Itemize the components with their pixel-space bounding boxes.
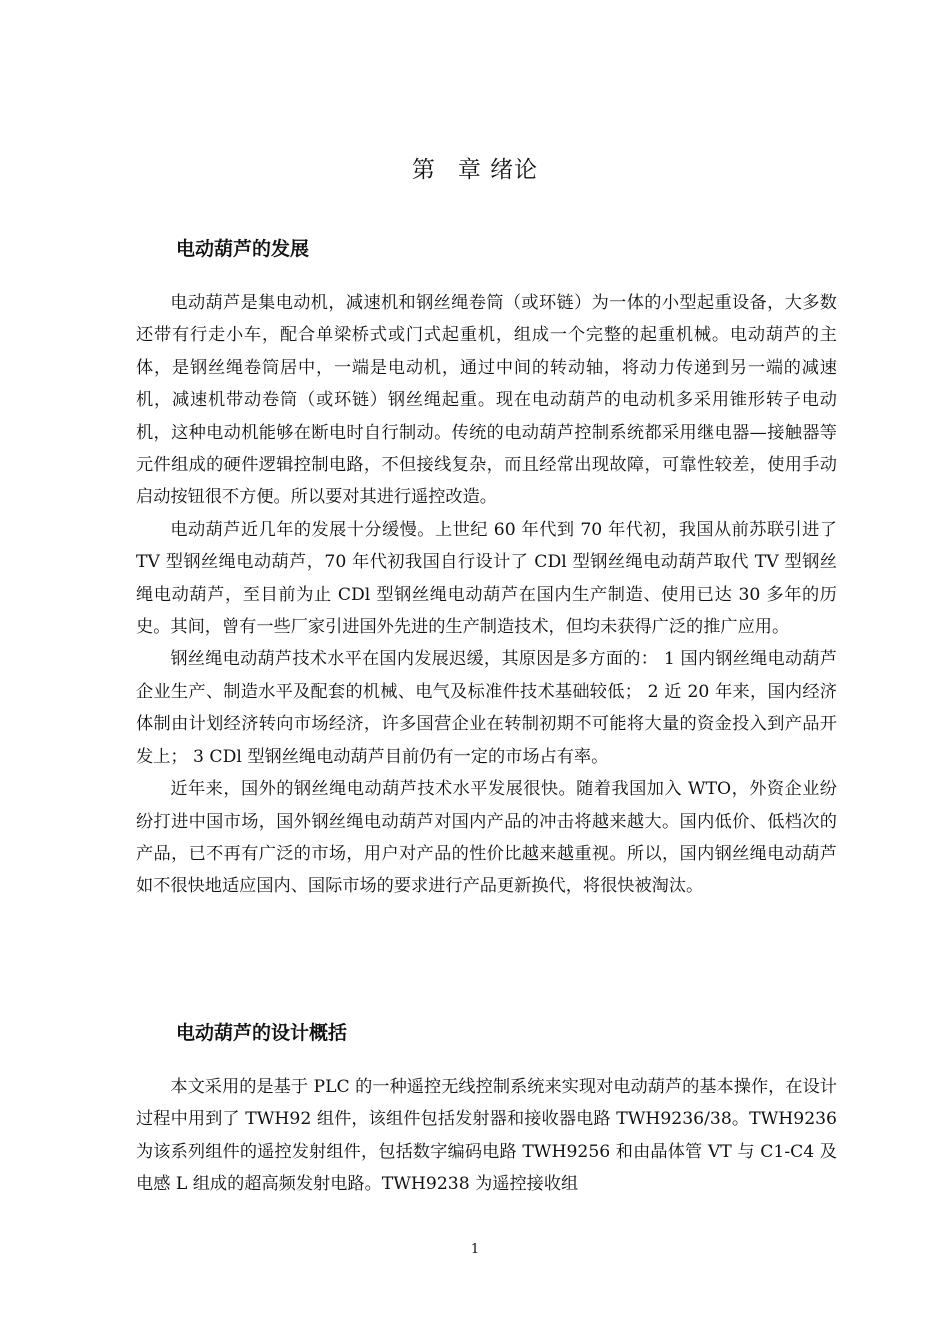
body-paragraph: 近年来，国外的钢丝绳电动葫芦技术水平发展很快。随着我国加入 WTO，外资企业纷纷打进中国市场，国外钢丝绳电动葫芦对国内产品的冲击将越来越大。国内低价、低档次的产品，已不再有广泛的市场，用户对产品的性价比越来越重视。所以，国内钢丝绳电动葫芦如不很快地适应国内、国际市场的要求进行产品更新换代，将很快被淘汰。 [136, 779, 837, 897]
chapter-title-part2: 章 [457, 157, 482, 183]
chapter-title-part1: 第 [411, 157, 436, 183]
section-body-design [136, 1071, 837, 1201]
body-paragraph: 电动葫芦近几年的发展十分缓慢。上世纪 60 年代到 70 年代初，我国从前苏联引进了 TV 型钢丝绳电动葫芦，70 年代初我国自行设计了 CDl 型钢丝绳电动葫芦取代 TV 型钢丝绳电动葫芦，至目前为止 CDl 型钢丝绳电动葫芦在国内生产制造、使用已达 30 多年的历史。其间，曾有一些厂家引进国外先进的生产制造技术，但均未获得广泛的推广应用。 [136, 519, 837, 638]
body-paragraph: 电动葫芦是集电动机，减速机和钢丝绳卷筒（或环链）为一体的小型起重设备，大多数还带有行走小车，配合单梁桥式或门式起重机，组成一个完整的起重机械。电动葫芦的主体，是钢丝绳卷筒居中，一端是电动机，通过中间的转动轴，将动力传递到另一端的减速机，减速机带动卷筒（或环链）钢丝绳起重。现在电动葫芦的电动机多采用锥形转子电动机，这种电动机能够在断电时自行制动。传统的电动葫芦控制系统都采用继电器—接触器等元件组成的硬件逻辑控制电路，不但接线复杂，而且经常出现故障，可靠性较差，使用手动启动按钮很不方便。所以要对其进行遥控改造。 [136, 293, 837, 508]
section-heading-design: 电动葫芦的设计概括 [176, 1022, 348, 1044]
body-paragraph: 钢丝绳电动葫芦技术水平在国内发展迟缓，其原因是多方面的： 1 国内钢丝绳电动葫芦企业生产、制造水平及配套的机械、电气及标准件技术基础较低； 2 近 20 年来，国内经济体制由计划经济转向市场经济，许多国营企业在转制初期不可能将大量的资金投入到产品开发上； 3 CDl 型钢丝绳电动葫芦目前仍有一定的市场占有率。 [136, 649, 837, 767]
section-body-development [136, 287, 837, 903]
page-number: 1 [470, 1242, 480, 1257]
chapter-title [0, 154, 950, 186]
section-heading-development: 电动葫芦的发展 [176, 238, 310, 260]
body-paragraph: 本文采用的是基于 PLC 的一种遥控无线控制系统来实现对电动葫芦的基本操作，在设计过程中用到了 TWH92 组件，该组件包括发射器和接收器电路 TWH9236/38。TWH9236 为该系列组件的遥控发射组件，包括数字编码电路 TWH9256 和由晶体管 VT 与 C1-C4 及电感 L 组成的超高频发射电路。TWH9238 为遥控接收组 [136, 1077, 837, 1195]
chapter-title-part3: 绪论 [490, 157, 539, 183]
